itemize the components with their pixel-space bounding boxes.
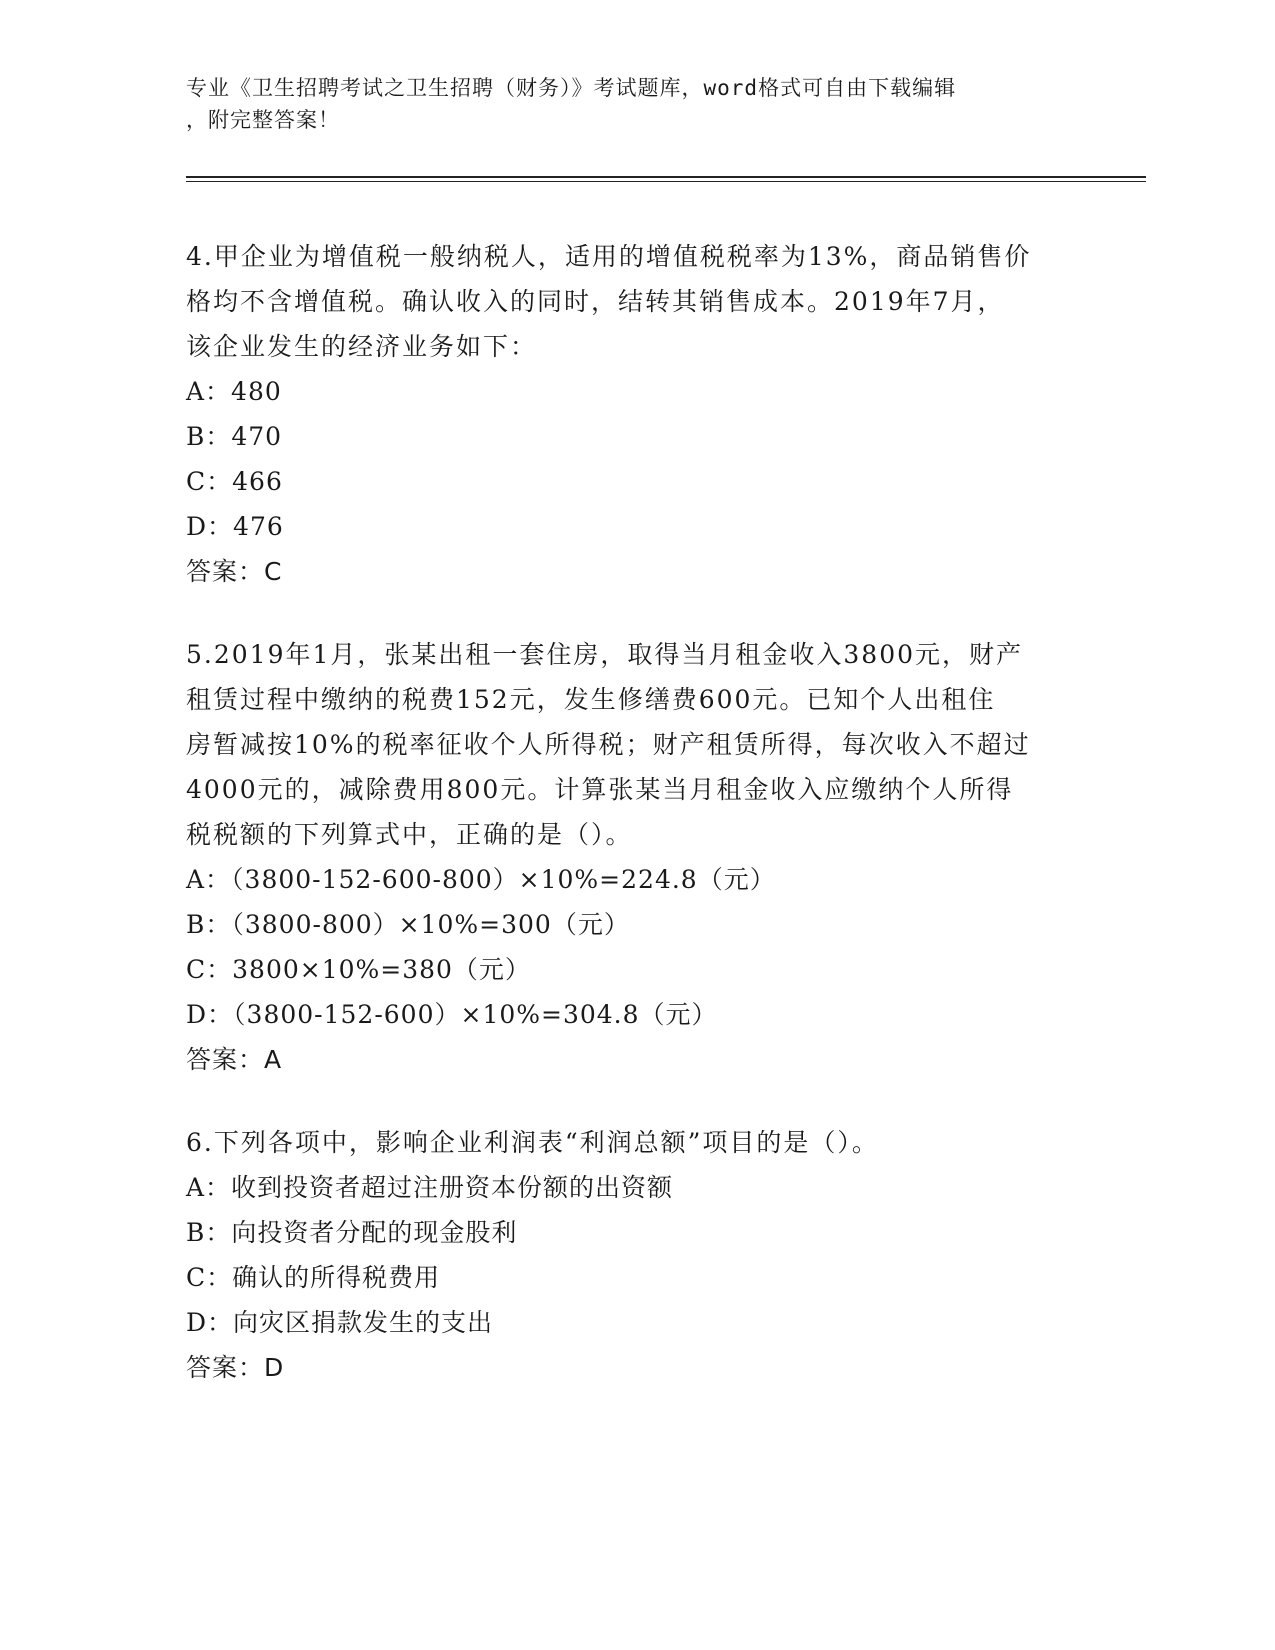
option-b: B：470 <box>186 422 283 451</box>
header-rule-thick <box>186 176 1146 178</box>
option-a: A：收到投资者超过注册资本份额的出资额 <box>186 1173 674 1202</box>
option-c: C：确认的所得税费用 <box>186 1263 441 1292</box>
header-line-1: 专业《卫生招聘考试之卫生招聘（财务）》考试题库，word格式可自由下载编辑 <box>186 76 957 100</box>
question-text-line: 税税额的下列算式中，正确的是（）。 <box>186 820 633 849</box>
option-a: A：480 <box>186 377 282 406</box>
option-b: B：（3800-800）×10%=300（元） <box>186 910 630 939</box>
option-c: C：466 <box>186 467 283 496</box>
question-text-line: 5.2019年1月，张某出租一套住房，取得当月租金收入3800元，财产 <box>186 640 1024 669</box>
question-text-line: 房暂减按10%的税率征收个人所得税；财产租赁所得，每次收入不超过 <box>186 730 1031 759</box>
question-text-line: 租赁过程中缴纳的税费152元，发生修缮费600元。已知个人出租住 <box>186 685 996 714</box>
option-d: D：（3800-152-600）×10%=304.8（元） <box>186 1000 718 1029</box>
question-text-line: 4.甲企业为增值税一般纳税人，适用的增值税税率为13%，商品销售价 <box>186 242 1032 271</box>
question-4 <box>186 234 1086 594</box>
header-rule-thin <box>186 181 1146 182</box>
question-text-line: 6.下列各项中，影响企业利润表“利润总额”项目的是（）。 <box>186 1128 879 1157</box>
question-list <box>186 234 1086 1428</box>
answer-label: 答案：D <box>186 1353 285 1382</box>
document-header <box>186 72 1066 136</box>
option-a: A：（3800-152-600-800）×10%=224.8（元） <box>186 865 776 894</box>
option-c: C：3800×10%=380（元） <box>186 955 531 984</box>
question-5 <box>186 632 1086 1082</box>
answer-label: 答案：A <box>186 1045 283 1074</box>
question-6 <box>186 1120 1086 1390</box>
answer-label: 答案：C <box>186 557 283 586</box>
question-text-line: 格均不含增值税。确认收入的同时，结转其销售成本。2019年7月， <box>186 287 1005 316</box>
option-d: D：向灾区捐款发生的支出 <box>186 1308 494 1337</box>
option-d: D：476 <box>186 512 284 541</box>
question-text-line: 4000元的，减除费用800元。计算张某当月租金收入应缴纳个人所得 <box>186 775 1014 804</box>
option-b: B：向投资者分配的现金股利 <box>186 1218 518 1247</box>
header-line-2: ，附完整答案！ <box>186 108 340 132</box>
question-text-line: 该企业发生的经济业务如下： <box>186 332 538 361</box>
